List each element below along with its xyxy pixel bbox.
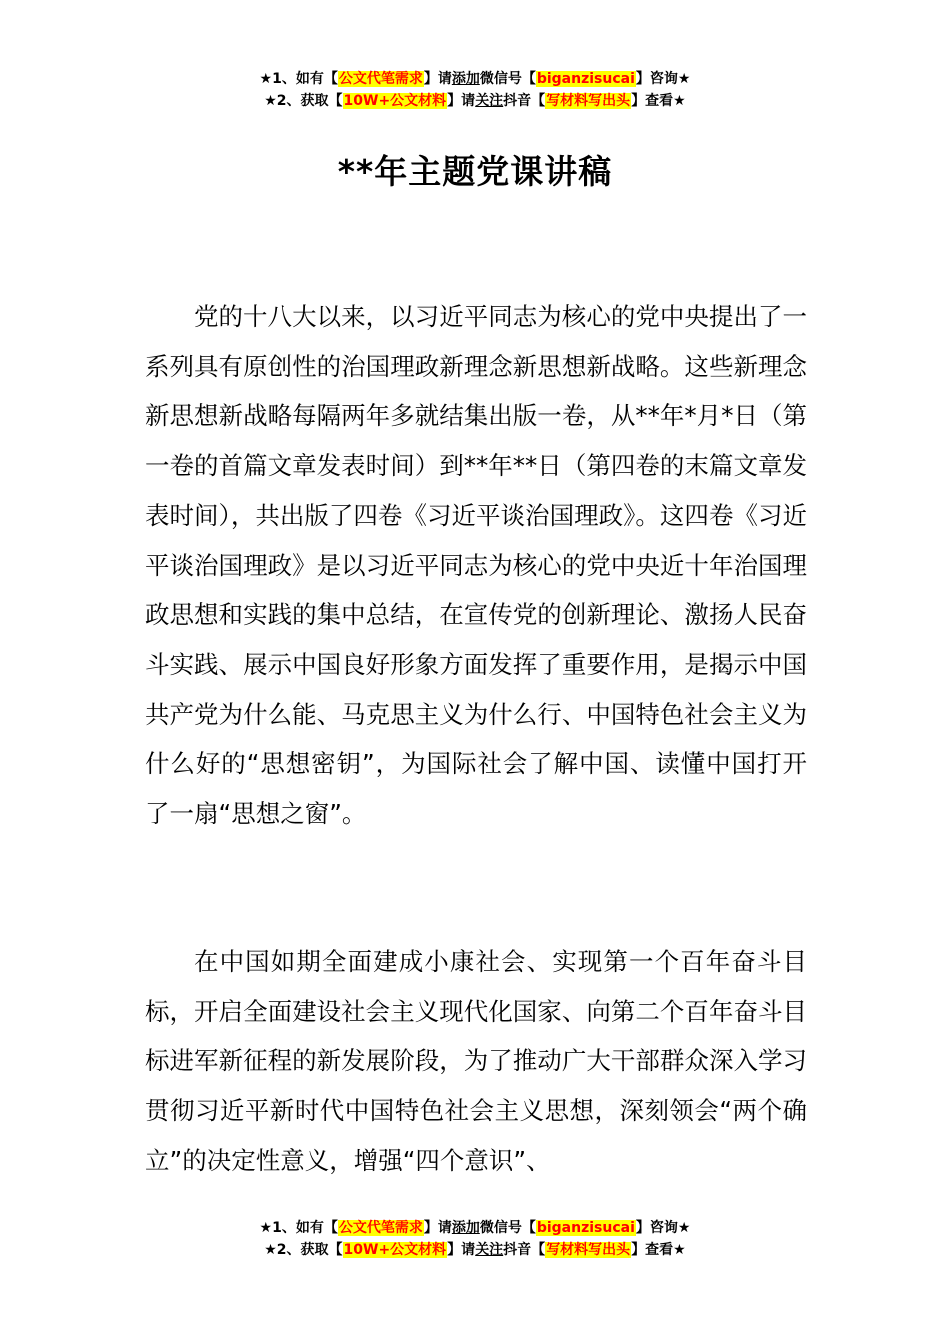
highlight-douyin-account: 写材料写出头: [546, 1242, 631, 1258]
highlight-materials: 10W+公文材料: [343, 1242, 447, 1258]
footer-notice: [0, 1217, 950, 1261]
highlight-wechat-id: biganzisucai: [536, 1220, 635, 1236]
notice-text: 】请: [447, 93, 476, 109]
highlight-service: 公文代笔需求: [338, 71, 423, 87]
document-body-block-1: [145, 292, 807, 839]
document-title: **年主题党课讲稿: [337, 152, 613, 191]
notice-underlined-text: 关注: [475, 93, 504, 109]
notice-text: 】请: [423, 71, 452, 87]
notice-text: 】请: [447, 1242, 476, 1258]
highlight-materials: 10W+公文材料: [343, 93, 447, 109]
footer-notice-line-2: [0, 1239, 950, 1261]
header-notice: [0, 68, 950, 112]
document-body-block-2: [145, 937, 807, 1186]
notice-text: 抖音【: [503, 1242, 546, 1258]
highlight-wechat-id: biganzisucai: [536, 71, 635, 87]
notice-text: 】查看★: [631, 93, 686, 109]
header-notice-line-2: [0, 90, 950, 112]
paragraph-1: 党的十八大以来，以习近平同志为核心的党中央提出了一系列具有原创性的治国理政新理念新思想新战略。这些新理念新思想新战略每隔两年多就结集出版一卷，从**年*月*日（第一卷的首篇文章发表时间）到**年**日（第四卷的末篇文章发表时间），共出版了四卷《习近平谈治国理政》。这四卷《习近平谈治国理政》是以习近平同志为核心的党中央近十年治国理政思想和实践的集中总结，在宣传党的创新理论、激扬人民奋斗实践、展示中国良好形象方面发挥了重要作用，是揭示中国共产党为什么能、马克思主义为什么行、中国特色社会主义为什么好的“思想密钥”，为国际社会了解中国、读懂中国打开了一扇“思想之窗”。: [145, 302, 807, 829]
notice-text: ★2、获取【: [264, 93, 343, 109]
notice-text: 】请: [423, 1220, 452, 1236]
notice-text: 微信号【: [479, 71, 536, 87]
notice-text: 微信号【: [479, 1220, 536, 1236]
notice-text: 】咨询★: [635, 71, 691, 87]
notice-underlined-text: 添加: [451, 71, 480, 87]
highlight-service: 公文代笔需求: [338, 1220, 423, 1236]
notice-underlined-text: 添加: [451, 1220, 480, 1236]
notice-text: ★2、获取【: [264, 1242, 343, 1258]
notice-text: 抖音【: [503, 93, 546, 109]
notice-text: ★1、如有【: [259, 71, 338, 87]
highlight-douyin-account: 写材料写出头: [546, 93, 631, 109]
paragraph-2: 在中国如期全面建成小康社会、实现第一个百年奋斗目标，开启全面建设社会主义现代化国家、向第二个百年奋斗目标进军新征程的新发展阶段，为了推动广大干部群众深入学习贯彻习近平新时代中国特色社会主义思想，深刻领会“两个确立”的决定性意义，增强“四个意识”、: [145, 947, 807, 1175]
footer-notice-line-1: [0, 1217, 950, 1239]
header-notice-line-1: [0, 68, 950, 90]
notice-underlined-text: 关注: [475, 1242, 504, 1258]
notice-text: 】查看★: [631, 1242, 686, 1258]
notice-text: ★1、如有【: [259, 1220, 338, 1236]
notice-text: 】咨询★: [635, 1220, 691, 1236]
